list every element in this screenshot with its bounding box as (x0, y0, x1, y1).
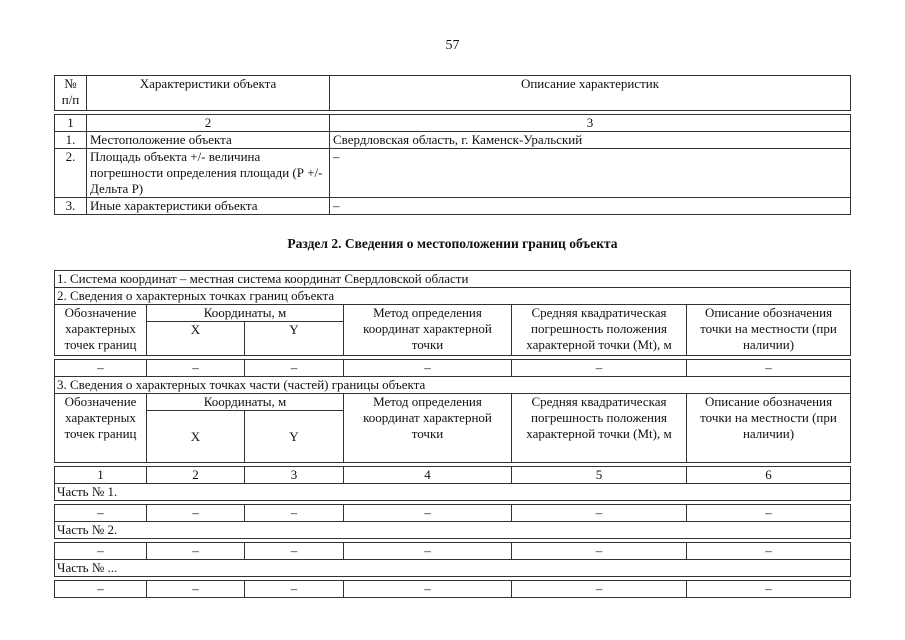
header-y: Y (245, 411, 344, 463)
table-row (55, 198, 851, 215)
row-number: 1. (55, 132, 87, 149)
table-row (55, 581, 851, 598)
dash-cell: – (245, 360, 344, 377)
header-x: X (147, 322, 245, 356)
col-number-3: 3 (245, 467, 344, 484)
part-label: Часть № 2. (55, 522, 851, 539)
dash-cell: – (687, 543, 851, 560)
row-name: Площадь объекта +/- величина погрешности определения площади (Р +/- Дельта Р) (87, 149, 330, 198)
row-number: 3. (55, 198, 87, 215)
dash-cell: – (245, 505, 344, 522)
dash-cell: – (55, 505, 147, 522)
row-value: – (330, 198, 851, 215)
dash-cell: – (512, 505, 687, 522)
dash-cell: – (687, 505, 851, 522)
col-number-5: 5 (512, 467, 687, 484)
coordinate-system-row: 1. Система координат – местная система координат Свердловской области (55, 271, 851, 288)
object-characteristics-table (54, 75, 851, 215)
part-label: Часть № 1. (55, 484, 851, 501)
header-error: Средняя квадратическая погрешность положения характерной точки (Mt), м (512, 305, 687, 356)
dash-cell: – (344, 543, 512, 560)
boundary-points-table (54, 270, 851, 598)
header-coords: Координаты, м (147, 305, 344, 322)
col-number-4: 4 (344, 467, 512, 484)
dash-cell: – (687, 360, 851, 377)
table-row (55, 149, 851, 198)
header-description: Описание обозначения точки на местности (при наличии) (687, 394, 851, 463)
dash-cell: – (245, 543, 344, 560)
col-number-2: 2 (87, 115, 330, 132)
header-description: Описание характеристик (330, 76, 851, 111)
header-x: X (147, 411, 245, 463)
dash-cell: – (147, 505, 245, 522)
part-label: Часть № ... (55, 560, 851, 577)
dash-cell: – (147, 581, 245, 598)
dash-cell: – (344, 360, 512, 377)
dash-cell: – (512, 360, 687, 377)
dash-cell: – (687, 581, 851, 598)
dash-cell: – (147, 360, 245, 377)
dash-cell: – (344, 581, 512, 598)
row-value: – (330, 149, 851, 198)
dash-cell: – (512, 581, 687, 598)
dash-cell: – (55, 543, 147, 560)
row-name: Местоположение объекта (87, 132, 330, 149)
row-name: Иные характеристики объекта (87, 198, 330, 215)
section-title: Раздел 2. Сведения о местоположении границ объекта (287, 236, 618, 251)
dash-cell: – (147, 543, 245, 560)
column-numbers-row (55, 467, 851, 484)
header-coords: Координаты, м (147, 394, 344, 411)
dash-cell: – (55, 581, 147, 598)
header-number: № п/п (55, 76, 87, 111)
header-error: Средняя квадратическая погрешность положения характерной точки (Mt), м (512, 394, 687, 463)
header-method: Метод определения координат характерной точки (344, 305, 512, 356)
dash-cell: – (55, 360, 147, 377)
header-y: Y (245, 322, 344, 356)
header-method: Метод определения координат характерной точки (344, 394, 512, 463)
header-designation: Обозначение характерных точек границ (55, 305, 147, 356)
header-description: Описание обозначения точки на местности (при наличии) (687, 305, 851, 356)
row-value: Свердловская область, г. Каменск-Уральский (330, 132, 851, 149)
col-number-1: 1 (55, 467, 147, 484)
header-designation: Обозначение характерных точек границ (55, 394, 147, 463)
dash-cell: – (512, 543, 687, 560)
dash-cell: – (245, 581, 344, 598)
table-row (55, 505, 851, 522)
col-number-3: 3 (330, 115, 851, 132)
row-number: 2. (55, 149, 87, 198)
col-number-6: 6 (687, 467, 851, 484)
col-number-1: 1 (55, 115, 87, 132)
table-row (55, 132, 851, 149)
points-section-row: 2. Сведения о характерных точках границ объекта (55, 288, 851, 305)
table-row (55, 543, 851, 560)
header-characteristics: Характеристики объекта (87, 76, 330, 111)
dash-cell: – (344, 505, 512, 522)
parts-section-row: 3. Сведения о характерных точках части (частей) границы объекта (55, 377, 851, 394)
col-number-2: 2 (147, 467, 245, 484)
page-number: 57 (445, 38, 460, 53)
table-row (55, 360, 851, 377)
